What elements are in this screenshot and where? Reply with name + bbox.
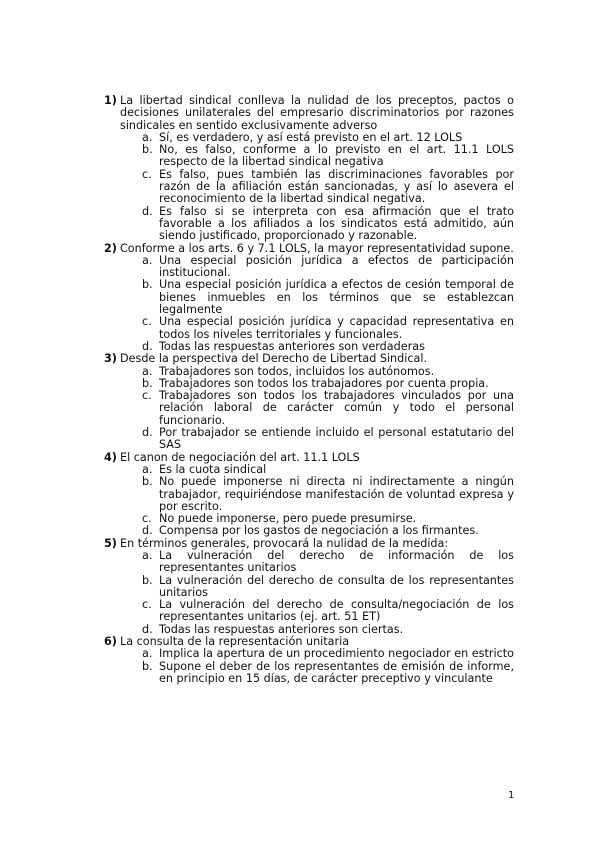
option-text: Implica la apertura de un procedimiento negociador en estricto bbox=[159, 647, 514, 661]
question-number: 5) bbox=[104, 536, 117, 550]
question-list bbox=[104, 95, 514, 685]
option-letter: c. bbox=[142, 598, 152, 612]
option-letter: c. bbox=[142, 389, 152, 403]
option-text: Una especial posición jurídica a efectos de cesión temporal de bienes inmuebles en los términos que se establezcan legalmente bbox=[159, 278, 514, 317]
option-letter: b. bbox=[142, 278, 153, 292]
option-text: Supone el deber de los representantes de emisión de informe, en principio en 15 días, de carácter preceptivo y vinculante bbox=[159, 659, 514, 685]
option-letter: a. bbox=[142, 364, 153, 378]
question-number: 3) bbox=[104, 352, 117, 366]
question-number: 2) bbox=[104, 241, 117, 255]
option-text: Trabajadores son todos los trabajadores por cuenta propia. bbox=[159, 376, 489, 390]
option-letter: a. bbox=[142, 462, 153, 476]
page-number: 1 bbox=[508, 790, 515, 801]
option-text: Una especial posición jurídica y capacidad representativa en todos los niveles territoriales y funcionales. bbox=[159, 315, 514, 341]
option-letter: d. bbox=[142, 426, 153, 440]
option-letter: d. bbox=[142, 622, 153, 636]
question-number: 4) bbox=[104, 450, 117, 464]
option-5b bbox=[142, 575, 514, 600]
option-2a bbox=[142, 255, 514, 280]
option-letter: b. bbox=[142, 659, 153, 673]
option-text: La vulneración del derecho de consulta/negociación de los representantes unitarios (ej. art. 51 ET) bbox=[159, 598, 514, 624]
option-letter: d. bbox=[142, 204, 153, 218]
question-3 bbox=[104, 353, 514, 365]
option-letter: b. bbox=[142, 573, 153, 587]
option-text: Es falso, pues también las discriminaciones favorables por razón de la afiliación están sancionadas, y así lo asevera el reconocimiento de la libertad sindical negativa. bbox=[159, 167, 514, 206]
option-letter: a. bbox=[142, 647, 153, 661]
option-2b bbox=[142, 279, 514, 316]
option-letter: d. bbox=[142, 524, 153, 538]
option-text: Una especial posición jurídica a efectos de participación institucional. bbox=[159, 253, 514, 280]
option-text: Todas las respuestas anteriores son ciertas. bbox=[159, 622, 404, 636]
option-text: No puede imponerse, pero puede presumirse. bbox=[159, 512, 417, 526]
option-4b bbox=[142, 476, 514, 513]
option-text: No puede imponerse ni directa ni indirectamente a ningún trabajador, requiriéndose manifestación de voluntad expresa y por escrito. bbox=[159, 475, 514, 513]
option-letter: a. bbox=[142, 253, 153, 267]
question-number: 1) bbox=[104, 94, 117, 107]
question-number: 6) bbox=[104, 635, 117, 649]
option-text: No, es falso, conforme a lo previsto en el art. 11.1 LOLS respecto de la libertad sindical negativa bbox=[159, 143, 514, 169]
option-1c bbox=[142, 169, 514, 206]
option-text: La vulneración del derecho de consulta de los representantes unitarios bbox=[159, 573, 514, 599]
option-3c bbox=[142, 390, 514, 427]
option-text: Es falso si se interpreta con esa afirmación que el trato favorable a los afiliados a los sindicatos está admitido, aún siendo justificado, proporcionado y razonable. bbox=[159, 204, 514, 243]
option-text: Trabajadores son todos, incluidos los autónomos. bbox=[159, 364, 435, 378]
question-1 bbox=[104, 95, 514, 132]
option-text: La vulneración del derecho de información de los representantes unitarios bbox=[159, 548, 514, 575]
question-text: El canon de negociación del art. 11.1 LOLS bbox=[120, 450, 360, 464]
option-letter: b. bbox=[142, 376, 153, 390]
option-text: Todas las respuestas anteriores son verdaderas bbox=[159, 339, 425, 353]
option-letter: d. bbox=[142, 339, 153, 353]
option-text: Trabajadores son todos los trabajadores vinculados por una relación laboral de carácter común y todo el personal funcionario. bbox=[159, 389, 514, 427]
option-text: Compensa por los gastos de negociación a los firmantes. bbox=[159, 524, 479, 538]
option-letter: c. bbox=[142, 167, 152, 181]
option-text: Es la cuota sindical bbox=[159, 462, 267, 476]
question-text: Desde la perspectiva del Derecho de Libertad Sindical. bbox=[120, 352, 428, 366]
question-2 bbox=[104, 243, 514, 255]
option-2c bbox=[142, 316, 514, 341]
option-5a bbox=[142, 550, 514, 575]
option-4d bbox=[142, 525, 514, 537]
option-letter: a. bbox=[142, 548, 153, 562]
option-6a bbox=[142, 648, 514, 660]
option-text: Por trabajador se entiende incluido el personal estatutario del SAS bbox=[159, 426, 514, 452]
option-letter: a. bbox=[142, 130, 153, 144]
option-text: Sí, es verdadero, y así está previsto en el art. 12 LOLS bbox=[159, 130, 463, 144]
option-letter: c. bbox=[142, 512, 152, 526]
question-text: La libertad sindical conlleva la nulidad de los preceptos, pactos o decisiones unilaterales del empresario discriminatorios por razones sindicales en sentido exclusivamente adverso bbox=[120, 94, 514, 132]
option-6b bbox=[142, 661, 514, 686]
option-letter: b. bbox=[142, 143, 153, 157]
option-5c bbox=[142, 599, 514, 624]
option-3a bbox=[142, 366, 514, 378]
question-text: La consulta de la representación unitaria bbox=[120, 635, 350, 649]
option-letter: b. bbox=[142, 475, 153, 489]
question-text: Conforme a los arts. 6 y 7.1 LOLS, la mayor representatividad supone. bbox=[120, 241, 514, 255]
option-1b bbox=[142, 144, 514, 169]
option-1d bbox=[142, 206, 514, 243]
question-text: En términos generales, provocará la nulidad de la medida: bbox=[120, 536, 449, 550]
option-letter: c. bbox=[142, 315, 152, 329]
option-3d bbox=[142, 427, 514, 452]
